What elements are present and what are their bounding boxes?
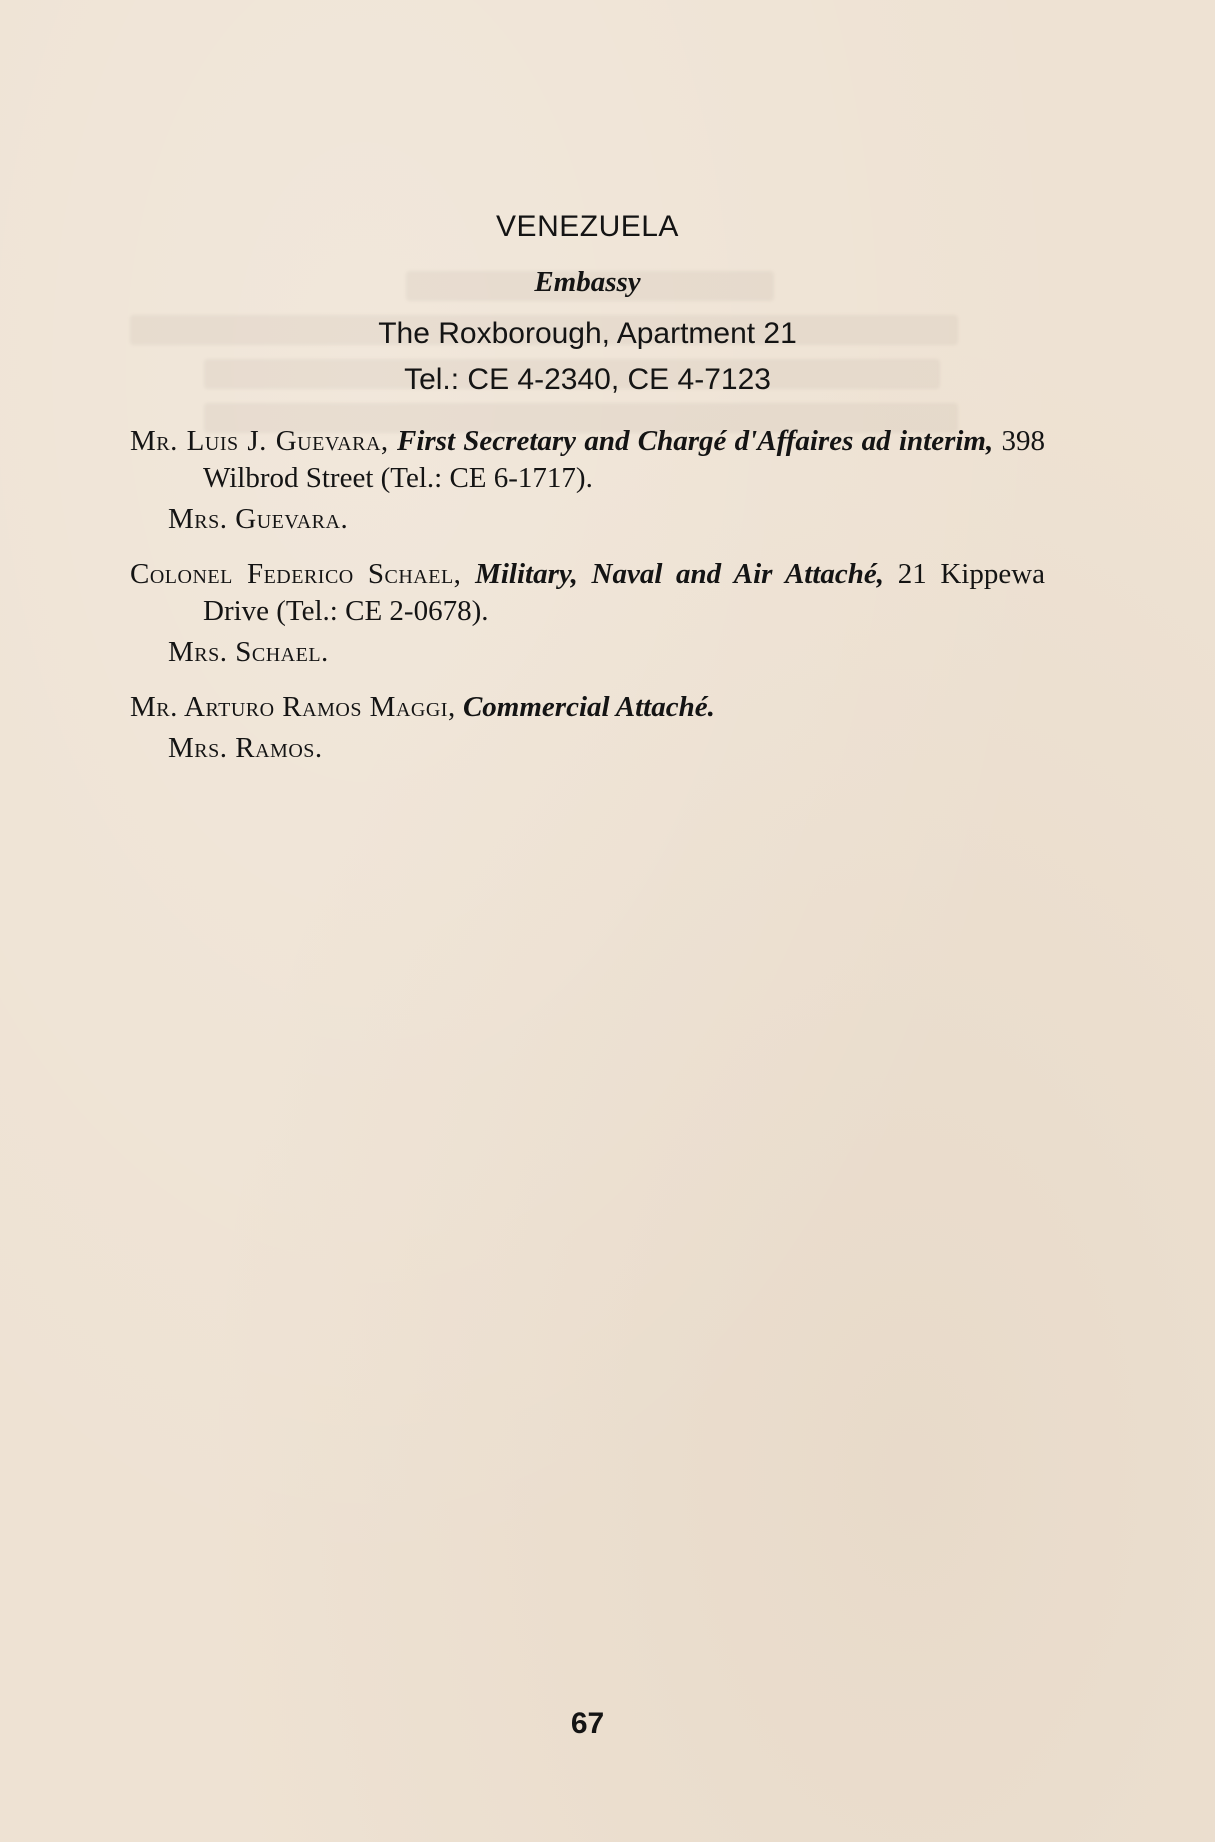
staff-name: Mr. Luis J. Guevara, [130,425,389,457]
staff-details: 21 Kippewa Drive (Tel.: CE 2-0678). [203,558,1046,627]
staff-details: 398 Wilbrod Street (Tel.: CE 6-1717). [203,425,1046,494]
staff-name: Mr. Arturo Ramos Maggi, [130,691,456,723]
spouse-name: Mrs. Guevara. [168,503,349,535]
staff-entry [130,423,1045,538]
page-number: 67 [570,1707,605,1740]
staff-line [130,556,1045,630]
staff-line [130,689,1045,726]
spouse-name: Mrs. Ramos. [168,732,323,764]
spouse-name: Mrs. Schael. [168,636,329,668]
staff-title: First Secretary and Chargé d'Affaires ad interim, [396,425,994,457]
directory-listing [130,210,1045,767]
section-subtitle: Embassy [534,266,641,298]
staff-entry [130,689,1045,767]
embassy-telephone: Tel.: CE 4-2340, CE 4-7123 [404,363,771,396]
staff-title: Commercial Attaché. [462,691,715,723]
staff-entry [130,556,1045,671]
country-heading: VENEZUELA [496,210,679,243]
staff-title: Military, Naval and Air Attaché, [475,558,885,590]
staff-line [130,423,1045,497]
embassy-address: The Roxborough, Apartment 21 [378,317,797,350]
staff-name: Colonel Federico Schael, [130,558,462,590]
